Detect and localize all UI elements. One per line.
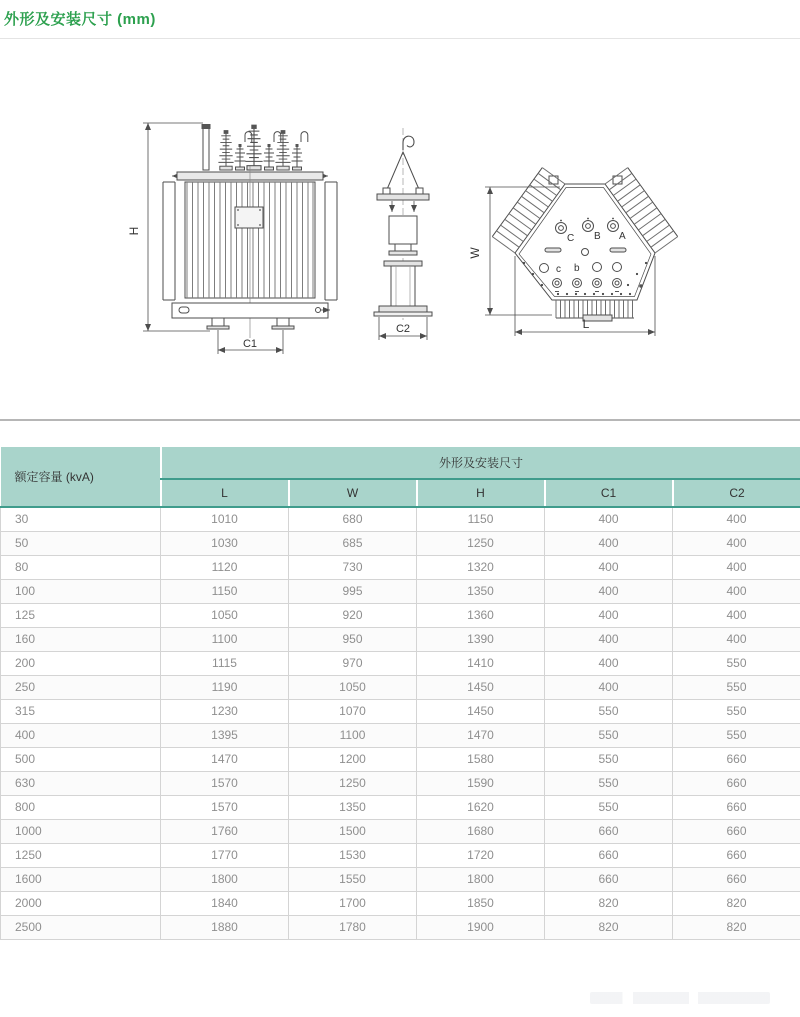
- table-row: [1, 627, 800, 651]
- technical-drawings: [0, 70, 800, 370]
- dimension-cell: 680: [289, 507, 417, 531]
- dimension-cell: 660: [673, 771, 800, 795]
- column-header-h: H: [417, 479, 545, 507]
- capacity-cell: 400: [1, 723, 161, 747]
- dimension-cell: 400: [545, 507, 673, 531]
- dimension-cell: 550: [673, 651, 800, 675]
- dimension-cell: 1840: [161, 891, 289, 915]
- column-header-l: L: [161, 479, 289, 507]
- dimension-cell: 1390: [417, 627, 545, 651]
- dimension-cell: 550: [673, 699, 800, 723]
- dimension-cell: 1350: [417, 579, 545, 603]
- dimension-cell: 1550: [289, 867, 417, 891]
- capacity-cell: 500: [1, 747, 161, 771]
- dimension-cell: 660: [673, 747, 800, 771]
- dimension-cell: 1010: [161, 507, 289, 531]
- table-body: [1, 507, 800, 939]
- dimension-cell: 1410: [417, 651, 545, 675]
- dimension-cell: 1050: [161, 603, 289, 627]
- dimension-cell: 1570: [161, 771, 289, 795]
- dimension-cell: 1450: [417, 675, 545, 699]
- table-row: [1, 507, 800, 531]
- capacity-cell: 30: [1, 507, 161, 531]
- table-row: [1, 891, 800, 915]
- dimension-cell: 400: [545, 555, 673, 579]
- dimension-cell: 1070: [289, 699, 417, 723]
- dimension-cell: 1250: [417, 531, 545, 555]
- phase-label-B: B: [594, 231, 601, 242]
- capacity-cell: 100: [1, 579, 161, 603]
- group-header: 外形及安装尺寸: [161, 447, 800, 479]
- dimension-cell: 400: [673, 579, 800, 603]
- dimension-cell: 1580: [417, 747, 545, 771]
- table-row: [1, 795, 800, 819]
- dimension-cell: 1900: [417, 915, 545, 939]
- dim-label-h: H: [127, 226, 141, 236]
- dimension-cell: 660: [673, 795, 800, 819]
- dimension-cell: 660: [673, 819, 800, 843]
- dimension-cell: 820: [673, 915, 800, 939]
- table-row: [1, 579, 800, 603]
- dimension-cell: 400: [545, 531, 673, 555]
- dimension-cell: 1350: [289, 795, 417, 819]
- table-row: [1, 675, 800, 699]
- dimension-cell: 660: [545, 843, 673, 867]
- dimension-cell: 1030: [161, 531, 289, 555]
- dimension-cell: 550: [545, 699, 673, 723]
- dimension-cell: 1620: [417, 795, 545, 819]
- table-row: [1, 531, 800, 555]
- phase-label-A: A: [619, 231, 626, 242]
- dimension-cell: 920: [289, 603, 417, 627]
- dim-label-c2: C2: [395, 323, 411, 335]
- capacity-cell: 160: [1, 627, 161, 651]
- dimension-cell: 550: [545, 723, 673, 747]
- capacity-cell: 2500: [1, 915, 161, 939]
- dimension-cell: 1450: [417, 699, 545, 723]
- dimension-cell: 685: [289, 531, 417, 555]
- dimension-cell: 400: [545, 675, 673, 699]
- table-row: [1, 819, 800, 843]
- dimension-cell: 400: [673, 507, 800, 531]
- column-header-c1: C1: [545, 479, 673, 507]
- dimension-cell: 820: [673, 891, 800, 915]
- dimension-cell: 1850: [417, 891, 545, 915]
- table-row: [1, 915, 800, 939]
- dimension-cell: 1780: [289, 915, 417, 939]
- dimension-cell: 660: [545, 867, 673, 891]
- dimension-cell: 1800: [417, 867, 545, 891]
- dimension-cell: 1050: [289, 675, 417, 699]
- table-row: [1, 747, 800, 771]
- dimension-cell: 550: [545, 771, 673, 795]
- dimension-cell: 400: [545, 579, 673, 603]
- dimension-cell: 1760: [161, 819, 289, 843]
- dimension-cell: 1700: [289, 891, 417, 915]
- table-row: [1, 555, 800, 579]
- dimension-cell: 1800: [161, 867, 289, 891]
- plan-view-drawing: [468, 168, 678, 336]
- section-divider: [0, 419, 800, 421]
- capacity-cell: 250: [1, 675, 161, 699]
- dimension-cell: 1395: [161, 723, 289, 747]
- dimension-cell: 400: [545, 627, 673, 651]
- dimension-cell: 1100: [161, 627, 289, 651]
- dimension-cell: 400: [673, 603, 800, 627]
- capacity-cell: 2000: [1, 891, 161, 915]
- front-view-drawing: [127, 123, 337, 354]
- dimension-cell: 1150: [161, 579, 289, 603]
- dimension-cell: 1230: [161, 699, 289, 723]
- table-row: [1, 699, 800, 723]
- dimension-cell: 1320: [417, 555, 545, 579]
- phase-label-c: c: [556, 264, 561, 275]
- dimension-cell: 1880: [161, 915, 289, 939]
- table-row: [1, 651, 800, 675]
- dimension-cell: 1530: [289, 843, 417, 867]
- dimension-cell: 1250: [289, 771, 417, 795]
- column-header-w: W: [289, 479, 417, 507]
- dimension-cell: 660: [673, 843, 800, 867]
- dimension-cell: 1120: [161, 555, 289, 579]
- dimension-cell: 1770: [161, 843, 289, 867]
- capacity-header: 额定容量 (kvA): [1, 447, 161, 507]
- dimension-cell: 1115: [161, 651, 289, 675]
- dimension-cell: 950: [289, 627, 417, 651]
- dimensions-table: [0, 447, 800, 940]
- capacity-cell: 125: [1, 603, 161, 627]
- dimension-cell: 400: [673, 555, 800, 579]
- dimension-cell: 550: [545, 747, 673, 771]
- dimension-cell: 1720: [417, 843, 545, 867]
- dimension-cell: 400: [673, 627, 800, 651]
- table-row: [1, 603, 800, 627]
- title-divider: [0, 38, 800, 39]
- dimension-cell: 550: [673, 723, 800, 747]
- dim-label-c1: C1: [242, 338, 258, 350]
- capacity-cell: 50: [1, 531, 161, 555]
- capacity-cell: 1000: [1, 819, 161, 843]
- dimension-cell: 1470: [161, 747, 289, 771]
- phase-label-C: C: [567, 233, 575, 244]
- dimension-cell: 730: [289, 555, 417, 579]
- dimension-cell: 820: [545, 915, 673, 939]
- dimension-cell: 1500: [289, 819, 417, 843]
- capacity-cell: 315: [1, 699, 161, 723]
- dimension-cell: 970: [289, 651, 417, 675]
- dimension-cell: 1190: [161, 675, 289, 699]
- table-row: [1, 843, 800, 867]
- dimension-cell: 660: [673, 867, 800, 891]
- watermark: [590, 992, 770, 1004]
- capacity-cell: 800: [1, 795, 161, 819]
- dimension-cell: 820: [545, 891, 673, 915]
- table-row: [1, 723, 800, 747]
- dimension-cell: 1570: [161, 795, 289, 819]
- dimension-cell: 400: [545, 603, 673, 627]
- dim-label-w: W: [468, 247, 482, 259]
- dimension-cell: 1470: [417, 723, 545, 747]
- capacity-cell: 80: [1, 555, 161, 579]
- dim-label-l: L: [582, 317, 590, 331]
- dimension-cell: 1150: [417, 507, 545, 531]
- capacity-cell: 1250: [1, 843, 161, 867]
- dimension-cell: 550: [545, 795, 673, 819]
- dimension-cell: 400: [545, 651, 673, 675]
- dimension-cell: 1100: [289, 723, 417, 747]
- table-row: [1, 771, 800, 795]
- capacity-cell: 1600: [1, 867, 161, 891]
- lifting-view-drawing: [374, 128, 432, 340]
- dimension-cell: 400: [673, 531, 800, 555]
- dimension-cell: 995: [289, 579, 417, 603]
- dimension-cell: 550: [673, 675, 800, 699]
- page-title: 外形及安装尺寸 (mm): [4, 11, 156, 28]
- dimension-cell: 1360: [417, 603, 545, 627]
- capacity-cell: 630: [1, 771, 161, 795]
- dimension-cell: 1200: [289, 747, 417, 771]
- dimension-cell: 660: [545, 819, 673, 843]
- capacity-cell: 200: [1, 651, 161, 675]
- dimension-cell: 1590: [417, 771, 545, 795]
- table-row: [1, 867, 800, 891]
- column-header-c2: C2: [673, 479, 800, 507]
- phase-label-b: b: [574, 263, 580, 274]
- dimension-cell: 1680: [417, 819, 545, 843]
